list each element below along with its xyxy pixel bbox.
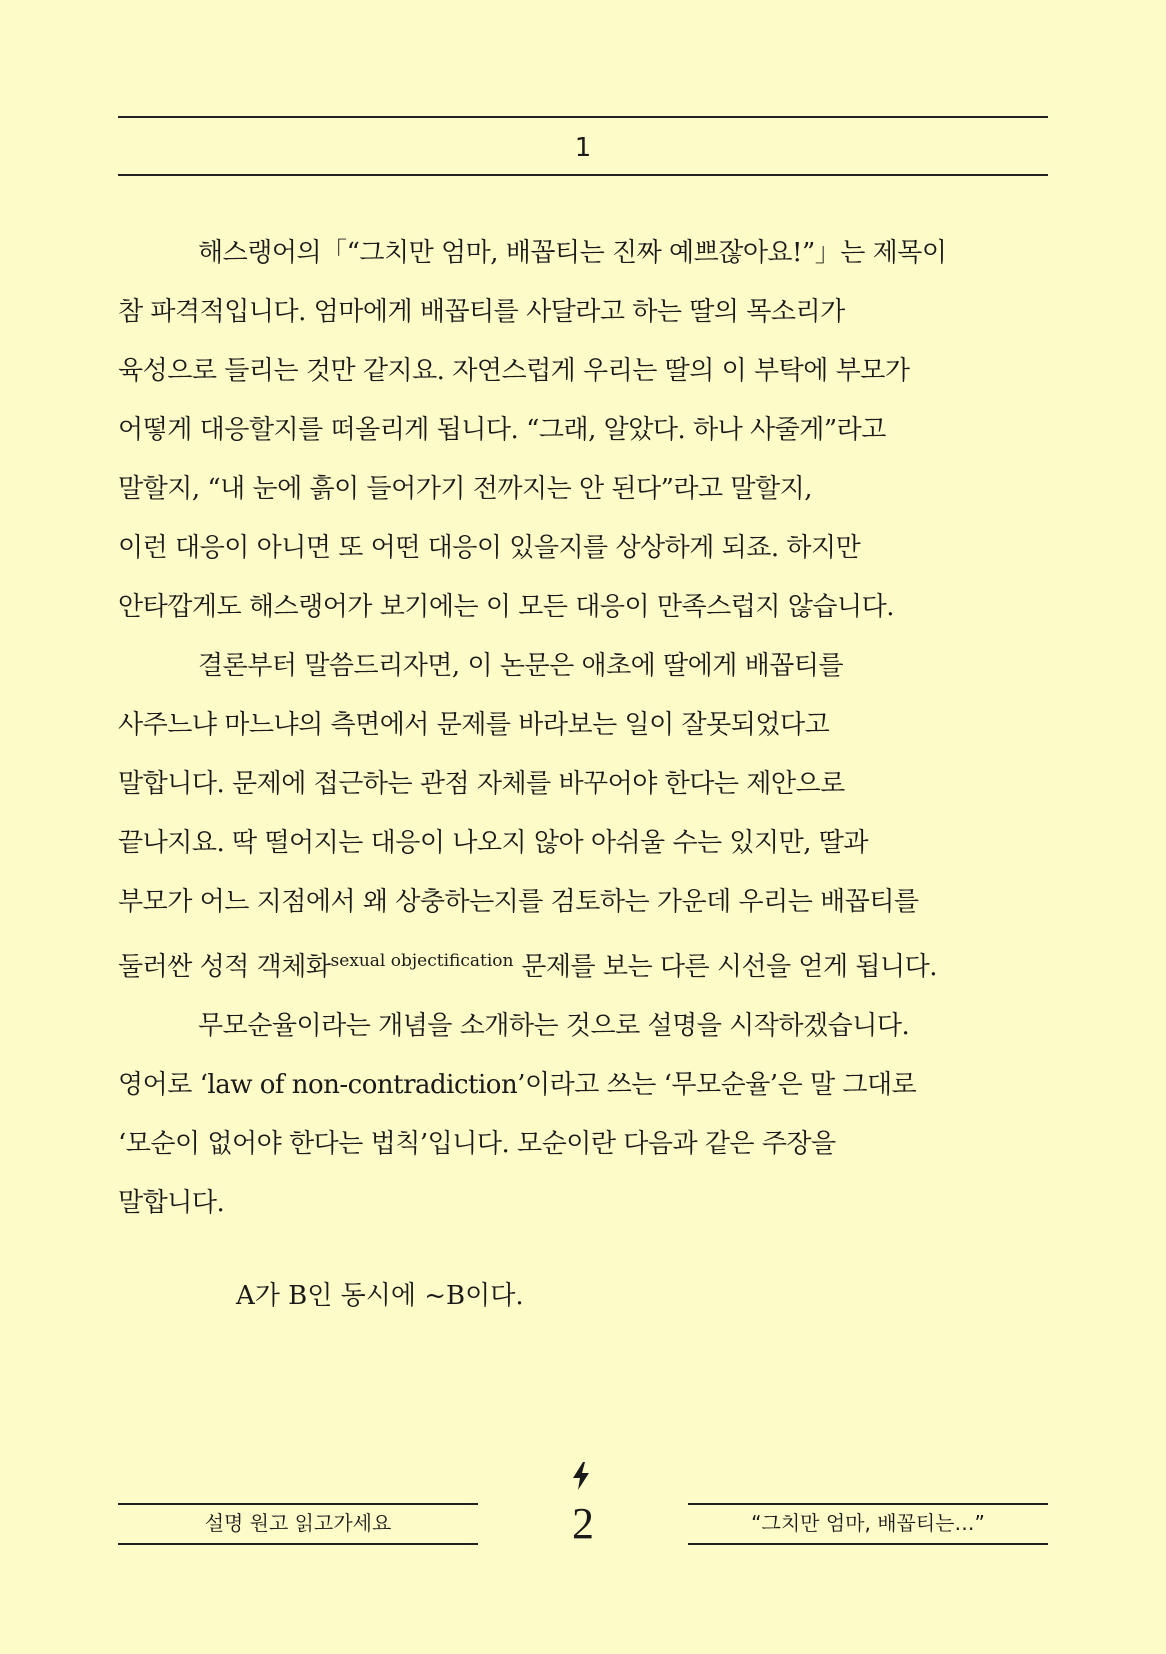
page-number: 2 [572,1499,594,1548]
paragraph-2-line-1: 결론부터 말씀드리자면, 이 논문은 애초에 딸에게 배꼽티를 [198,651,844,681]
paragraph-2-line-6 [118,932,1058,997]
paragraph-3-line-3: ‘모순이 없어야 한다는 법칙’입니다. 모순이란 다음과 같은 주장을 [118,1129,836,1159]
paragraph-1-line-6: 이런 대응이 아니면 또 어떤 대응이 있을지를 상상하게 되죠. 하지만 [118,533,861,563]
paragraph-1-line-2: 참 파격적입니다. 엄마에게 배꼽티를 사달라고 하는 딸의 목소리가 [118,297,845,327]
header-top-rule [118,116,1048,118]
term-superscript: sexual objectification [330,951,514,971]
header-bottom-rule [118,174,1048,176]
footer-right-label: “그치만 엄마, 배꼽티는…” [751,1511,985,1535]
paragraph-1-line-4: 어떻게 대응할지를 떠올리게 됩니다. “그래, 알았다. 하나 사줄게”라고 [118,415,886,445]
paragraph-2-line-6-suffix: 문제를 보는 다른 시선을 얻게 됩니다. [513,952,938,982]
paragraph-1-line-5: 말할지, “내 눈에 흙이 들어가기 전까지는 안 된다”라고 말할지, [118,474,813,504]
footer-left-top-rule [118,1503,478,1505]
footer-left-bottom-rule [118,1543,478,1545]
paragraph-2-line-5: 부모가 어느 지점에서 왜 상충하는지를 검토하는 가운데 우리는 배꼽티를 [118,887,919,917]
formula: A가 B인 동시에 ~B이다. [236,1281,524,1311]
paragraph-2-line-2: 사주느냐 마느냐의 측면에서 문제를 바라보는 일이 잘못되었다고 [118,710,830,740]
paragraph-2-line-4: 끝나지요. 딱 떨어지는 대응이 나오지 않아 아쉬울 수는 있지만, 딸과 [118,828,869,858]
lightning-bolt-icon [570,1462,592,1490]
paragraph-1-line-3: 육성으로 들리는 것만 같지요. 자연스럽게 우리는 딸의 이 부탁에 부모가 [118,356,910,386]
paragraph-1-line-7: 안타깝게도 해스랭어가 보기에는 이 모든 대응이 만족스럽지 않습니다. [118,592,894,622]
footer-right-bottom-rule [688,1543,1048,1545]
section-number: 1 [574,133,592,163]
paragraph-3-line-2: 영어로 ‘law of non-contradiction’이라고 쓰는 ‘무모순율’은 말 그대로 [118,1070,917,1100]
paragraph-3-line-1: 무모순율이라는 개념을 소개하는 것으로 설명을 시작하겠습니다. [198,1011,910,1041]
paragraph-2-line-3: 말합니다. 문제에 접근하는 관점 자체를 바꾸어야 한다는 제안으로 [118,769,845,799]
body-text [118,224,1058,1233]
footer-right-top-rule [688,1503,1048,1505]
footer-left-label: 설명 원고 읽고가세요 [204,1511,392,1535]
paragraph-2-line-6-prefix: 둘러싼 성적 객체화 [118,952,331,982]
paragraph-1-line-1: 해스랭어의「“그치만 엄마, 배꼽티는 진짜 예쁘잖아요!”」는 제목이 [198,238,947,268]
paragraph-3-line-4: 말합니다. [118,1188,225,1218]
